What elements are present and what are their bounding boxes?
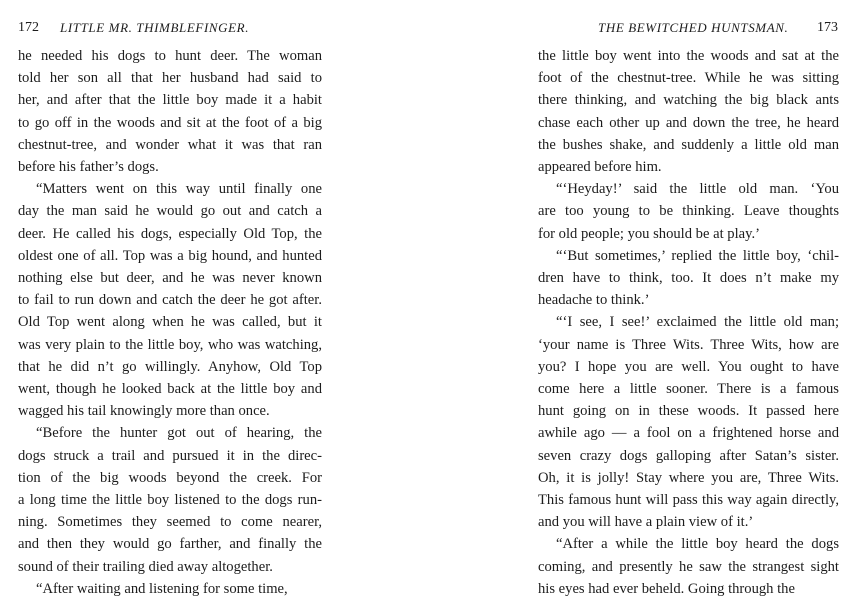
text-line: went, though he looked back at the little boy and xyxy=(18,381,322,397)
text-line: and you will have a plain view of it.’ xyxy=(538,514,754,531)
text-line: appeared before him. xyxy=(538,159,662,175)
text-line: the bushes shake, and suddenly a little old man xyxy=(538,136,839,153)
text-line: told her son all that her husband had said to xyxy=(18,70,322,87)
text-line: and then they would go farther, and finally the xyxy=(18,536,322,553)
left-page-number: 172 xyxy=(18,20,39,35)
text-line: a long time the little boy listened to the dogs run- xyxy=(18,492,322,508)
text-line: headache to think.’ xyxy=(538,292,650,309)
right-page xyxy=(450,0,857,597)
text-line: “‘But sometimes,’ replied the little boy, ‘chil- xyxy=(556,247,839,264)
text-line: chestnut-tree, and wonder what it was that ran xyxy=(18,136,322,153)
text-line: chase each other up and down the tree, he heard xyxy=(538,114,839,131)
text-line: dogs struck a trail and pursued it in the direc- xyxy=(18,447,322,464)
text-line: his eyes had ever beheld. Going through the xyxy=(538,580,795,597)
text-line: hunt going on in these woods. It passed here xyxy=(538,403,839,420)
text-line: wagged his tail knowingly more than once. xyxy=(18,403,270,420)
text-line: “Before the hunter got out of hearing, the xyxy=(36,425,322,442)
text-line: he needed his dogs to hunt deer. The woman xyxy=(18,48,322,64)
text-line: ‘your name is Three Wits. Three Wits, how are xyxy=(538,336,839,353)
text-line: “After a while the little boy heard the dogs xyxy=(556,536,839,553)
text-line: coming, and presently he saw the strangest sight xyxy=(538,558,839,575)
text-line: oldest one of all. Top was a big hound, and hunted xyxy=(18,247,322,264)
text-line: come here a little sooner. There is a famous xyxy=(538,381,839,397)
text-line: sound of their trailing died away altogether. xyxy=(18,558,273,575)
text-line: “After waiting and listening for some time, xyxy=(36,580,288,597)
text-line: awhile ago — a fool on a frightened horse and xyxy=(538,425,839,442)
text-line: “‘Heyday!’ said the little old man. ‘You xyxy=(556,181,839,198)
text-line: seven crazy dogs galloping after Satan’s sister. xyxy=(538,447,839,464)
text-line: the little boy went into the woods and sat at the xyxy=(538,48,839,64)
text-line: deer. He called his dogs, especially Old Top, the xyxy=(18,225,322,242)
text-line: her, and after that the little boy made it a habit xyxy=(18,92,322,109)
right-running-title: THE BEWITCHED HUNTSMAN. xyxy=(598,20,789,35)
text-line: Old Top went along when he was called, but it xyxy=(18,314,322,331)
text-line: This famous hunt will pass this way again directly, xyxy=(538,492,839,508)
text-line: “‘I see, I see!’ exclaimed the little old man; xyxy=(556,314,839,331)
text-line: for old people; you should be at play.’ xyxy=(538,225,760,242)
text-line: before his father’s dogs. xyxy=(18,159,159,175)
text-line: are too young to be thinking. Leave thoughts xyxy=(538,203,839,220)
right-page-number: 173 xyxy=(817,20,838,35)
text-line: that he did n’t go willingly. Anyhow, Old Top xyxy=(18,358,322,375)
text-line: was very plain to the little boy, who was watching, xyxy=(18,336,322,353)
text-line: day the man said he would go out and catch a xyxy=(18,203,322,220)
text-line: there thinking, and watching the big black ants xyxy=(538,92,839,109)
text-line: Oh, it is jolly! Stay where you are, Three Wits. xyxy=(538,469,839,486)
left-running-title: LITTLE MR. THIMBLEFINGER. xyxy=(60,20,250,35)
text-line: “Matters went on this way until finally one xyxy=(36,181,322,198)
text-line: dren have to think, too. It does n’t make my xyxy=(538,270,839,286)
text-line: to fail to run down and catch the deer he got after. xyxy=(18,292,322,309)
text-line: you? I hope you are well. You ought to have xyxy=(538,358,839,375)
text-line: nothing else but deer, and he was never known xyxy=(18,270,322,286)
text-line: tion of the big woods beyond the creek. For xyxy=(18,469,322,486)
text-line: to go off in the woods and sit at the foot of a big xyxy=(18,114,322,131)
text-line: foot of the chestnut-tree. While he was sitting xyxy=(538,70,839,87)
text-line: ning. Sometimes they seemed to come nearer, xyxy=(18,514,322,531)
